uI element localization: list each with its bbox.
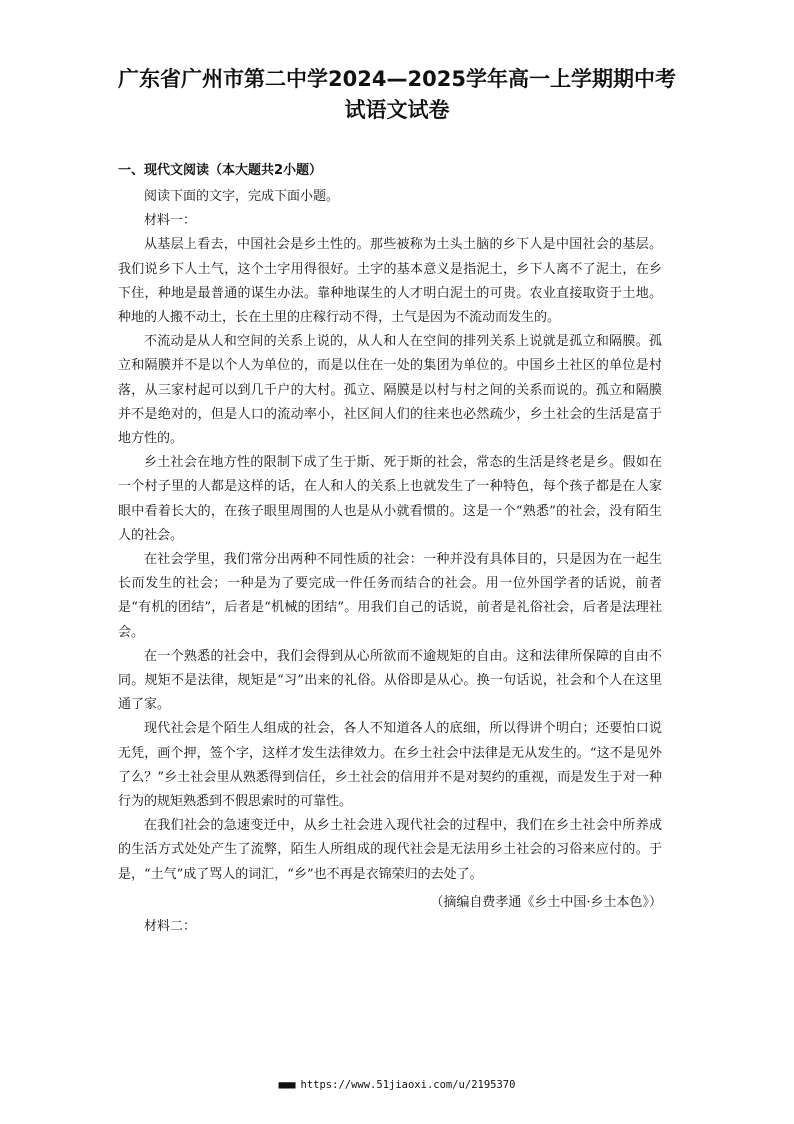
passage-paragraph: 现代社会是个陌生人组成的社会，各人不知道各人的底细，所以得讲个明白；还要怕口说无凭，画个押，签个字，这样才发生法律效力。在乡土社会中法律是无从发生的。“这不是见外了么？”乡土社会里从熟悉得到信任，乡土社会的信用并不是对契约的重视，而是发生于对一种行为的规矩熟悉到不假思索时的可靠性。 — [118, 721, 662, 810]
document-title — [100, 64, 694, 126]
passage-paragraph: 在一个熟悉的社会中，我们会得到从心所欲而不逾规矩的自由。这和法律所保障的自由不同。规矩不是法律，规矩是“习”出来的礼俗。从俗即是从心。换一句话说，社会和个人在这里通了家。 — [118, 648, 662, 713]
section-heading: 一、现代文阅读（本大题共2小题） — [118, 163, 323, 178]
passage-paragraph: 乡土社会在地方性的限制下成了生于斯、死于斯的社会，常态的生活是终老是乡。假如在一个村子里的人都是这样的话，在人和人的关系上也就发生了一种特色，每个孩子都是在人家眼中看着长大的，在孩子眼里周围的人也是从小就看惯的。这是一个“熟悉”的社会，没有陌生人的社会。 — [118, 455, 662, 543]
footer-url-link[interactable]: https://www.51jiaoxi.com/u/2195370 — [300, 1079, 516, 1091]
passage-paragraph: 从基层上看去，中国社会是乡土性的。那些被称为土头土脑的乡下人是中国社会的基层。我们说乡下人土气，这个土字用得很好。土字的基本意义是指泥土，乡下人离不了泥土，在乡下住，种地是最普通的谋生办法。靠种地谋生的人才明白泥土的可贵。农业直接取资于土地。种地的人搬不动土，长在土里的庄稼行动不得，土气是因为不流动而发生的。 — [118, 237, 662, 326]
instruction-paragraph: 阅读下面的文字，完成下面小题。 — [144, 189, 340, 204]
footer — [0, 1078, 794, 1092]
passage-paragraph: 在社会学里，我们常分出两种不同性质的社会：一种并没有具体目的，只是因为在一起生长而发生的社会；一种是为了要完成一件任务而结合的社会。用一位外国学者的话说，前者是“有机的团结”，后者是“机械的团结”。用我们自己的话说，前者是礼俗社会，后者是法理社会。 — [118, 552, 662, 640]
title-line-1: 广东省广州市第二中学2024—2025学年高一上学期期中考 — [118, 67, 676, 91]
passage-paragraph: 不流动是从人和空间的关系上说的，从人和人在空间的排列关系上说就是孤立和隔膜。孤立和隔膜并不是以个人为单位的，而是以住在一处的集团为单位的。中国乡土社区的单位是村落，从三家村起可以到几千户的大村。孤立、隔膜是以村与村之间的关系而说的。孤立和隔膜并不是绝对的，但是人口的流动率小，社区间人们的往来也必然疏少，乡土社会的生活是富于地方性的。 — [118, 334, 662, 447]
reading-passage — [118, 185, 662, 939]
passage-paragraph: 在我们社会的急速变迁中，从乡土社会进入现代社会的过程中，我们在乡土社会中所养成的生活方式处处产生了流弊，陌生人所组成的现代社会是无法用乡土社会的习俗来应付的。于是，“土气”成了骂人的词汇，“乡”也不再是衣锦荣归的去处了。 — [118, 818, 662, 882]
source-citation: （摘编自费孝通《乡土中国·乡土本色》） — [430, 894, 662, 910]
watermark-logo: ■■■ — [278, 1079, 295, 1091]
material-1-label: 材料一： — [144, 213, 197, 229]
material-2-label: 材料二： — [144, 919, 197, 935]
title-line-2: 试语文试卷 — [344, 98, 450, 122]
